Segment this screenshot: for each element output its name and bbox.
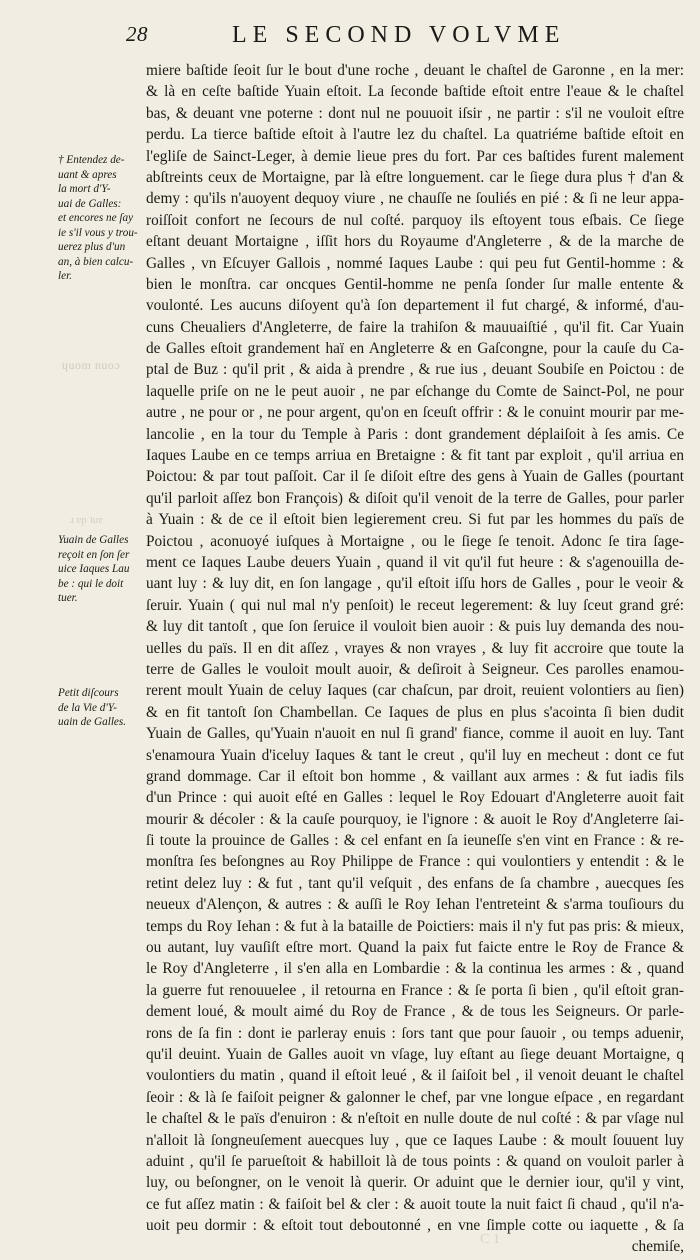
- text-line: qu'il deuint. Yuain de Galles auoit vn vſage, luy eſtant au ſiege deuant Mortaigne, q: [146, 1045, 684, 1063]
- text-line: Yuain de Galles, qu'Yuain n'auoit en nul ſi grand' fiance, comme il auoit en luy. Tant: [146, 725, 684, 743]
- text-line: retint delez luy : & fut , tant qu'il veſquit , des enfans de ſa chambre , auecques ſes: [146, 874, 684, 892]
- margin-note-line: be : qui le doit: [58, 577, 124, 590]
- text-line: d'un Prince : qui auoit eſté en Galles : lequel le Roy Edouart d'Angleterre auoit fait: [146, 789, 684, 807]
- text-line: le chaſtel & le païs d'enuiron : & n'eſtoit en nulle doute de nul coſté : & par vſage nul: [146, 1110, 684, 1128]
- margin-note-line: uice Iaques Lau: [58, 563, 130, 575]
- margin-note-line: ie s'il vous y trou-: [58, 226, 138, 239]
- text-line: s'enamoura Yuain d'iceluy Iaques & tant le creut , qu'il luy en mecheut : dont ce fut: [146, 746, 684, 764]
- margin-note-line: † Entendez de-: [58, 154, 125, 166]
- running-head: LE SECOND VOLVME: [232, 22, 566, 48]
- text-line: rons de ſa fin : dont ie parleray enuis : ſors tant que pour ſauoir , ou temps aduenir,: [146, 1024, 684, 1042]
- page-number: 28: [126, 22, 148, 46]
- margin-note-line: ler.: [58, 270, 72, 282]
- text-line: rerent moult Yuain de celuy Iaques (car chaſcun, par droit, reuient volontiers au ſien): [146, 682, 684, 700]
- margin-note-line: et encores ne ſay: [58, 212, 134, 224]
- margin-note-line: uant & apres: [58, 168, 117, 181]
- text-line: & là en ceſte baſtide Yuain eſtoit. La ſeconde baſtide eſtoit entre l'eaue & le chaſtel: [146, 83, 684, 101]
- text-line: uelles du païs. Il en dit aſſez , vrayes & non vrayes , & luy fit accroire que toute la: [146, 639, 684, 657]
- text-line: le Roy d'Angleterre , il s'en alla en Lombardie : & la continua les armes : & , quand: [146, 960, 684, 978]
- show-through-text: ɹ ɐp ʇuɐ: [70, 514, 103, 526]
- text-line: voulonté. Les aucuns diſoyent qu'à ſon departement il fut chargé, & informé, d'au-: [146, 297, 684, 315]
- text-line: grand dommage. Car il eſtoit bon homme , & vaillant aux armes : & fut iadis fils: [146, 767, 684, 785]
- margin-note: [58, 533, 148, 606]
- text-line: ment ce Iaques Laube deuers Yuain , quand il vit qu'il fut heure : & s'agenouilla de-: [146, 553, 684, 571]
- text-line: lancolie , en la tour du Temple à Paris : dont grandement déplaiſoit à ſes amis. Ce: [146, 425, 684, 443]
- text-line: l'egliſe de Sainct-Leger, à demie lieue pres du fort. Par ces baſtides furent malement: [146, 147, 684, 165]
- text-line: bien le monſtra. car oncques Gentil-homme ne penſa ſonder ſur malle entente &: [146, 275, 684, 293]
- text-line: laquelle priſe on ne le peut auoir , ne par eſchange du Comte de Sainct-Pol, ne pour: [146, 382, 684, 400]
- text-line: abſtreints ceux de Mortaigne, par là eſtre longuement. car le ſiege dura plus † d'an &: [146, 168, 684, 186]
- text-line: Poictou , aconuoyé iuſques à Mortaigne , ou le ſiege ſe tenoit. Adonc ſe tira ſage-: [146, 532, 684, 550]
- text-line: perdu. La tierce baſtide eſtoit à l'autre lez du chaſtel. La quatriéme baſtide eſtoit en: [146, 126, 684, 144]
- text-line: cuns Cheualiers d'Angleterre, de faire la trahiſon & mauuaiſtié , qu'il fit. Car Yuain: [146, 318, 684, 336]
- margin-note-line: Petit diſcours: [58, 687, 119, 699]
- text-line: luy, ou beſongner, on le venoit là querir. Or aduint que le dernier iour, qu'il y vint,: [146, 1174, 684, 1192]
- margin-note: [58, 686, 148, 730]
- margin-note-line: Yuain de Galles: [58, 534, 129, 546]
- text-line: ce fut aſſez matin : & faiſoit bel & cler : & auoit toute la nuit faict ſi chaud , qu'il n'a-: [146, 1195, 684, 1213]
- text-line: & en fit tantoſt ſon Chambellan. Ce Iaques de plus en plus s'acointa ſi bien dudit: [146, 703, 684, 721]
- text-line: roiſſoit confort ne ſecours de nul coſté. parquoy ils eſtoyent tous eſbais. Ce ſiege: [146, 211, 684, 229]
- text-line: ſeruir. Yuain ( qui nul mal n'y penſoit) le receut legerement: & luy ſceut grand gré:: [146, 596, 684, 614]
- text-line: neueux d'Alençon, & autres : & auſſi le Roy Iehan l'entreteint & s'arma touſiours du: [146, 896, 684, 914]
- body-text: [146, 60, 684, 1258]
- text-line: uant luy : & luy dit, en ſon langage , qu'il eſtoit iſſu hors de Galles , pour le veoir &: [146, 575, 684, 593]
- text-line: la guerre fut renouuelee , il retourna en France : & ſe porta ſi bien , qu'il eſtoit gran-: [146, 981, 684, 999]
- text-line: n'alloit là ſongneuſement auecques luy , que ce Iaques Laube : & moult ſouuent luy: [146, 1131, 684, 1149]
- text-line: autre , ne pour or , ne pour argent, qu'on en ſceuſt offrir : & le conuint mourir par me-: [146, 404, 684, 422]
- text-line: voulontiers du matin , quand il eſtoit leué , & il ſaiſoit bel , il venoit deuant le chaſtel: [146, 1067, 684, 1085]
- text-line: qu'il parloit aſſez bon François) & diſoit qu'il venoit de la terre de Galles, pour parler: [146, 489, 684, 507]
- text-line: terre de Galles le vouloit moult auoir, & deſiroit à Seigneur. Ces parolles enamou-: [146, 660, 684, 678]
- margin-note-line: de la Vie d'Y-: [58, 701, 117, 714]
- margin-note: [58, 153, 148, 284]
- text-line: bas, & deuant vne poterne : dont nul ne pouuoit iſsir , ne partir : s'il ne vouloit eſtre: [146, 104, 684, 122]
- text-line: mourir & décoler : & la cauſe pourquoy, ie l'ignore : & auoit le Roy d'Angleterre ſai-: [146, 810, 684, 828]
- text-line: & luy dit tantoſt , que ſon ſeruice il vouloit bien auoir : & puis luy demanda des nou-: [146, 618, 684, 636]
- show-through-text: ɥuom nuoɔ: [62, 358, 121, 372]
- show-through-text: C 1: [480, 1232, 500, 1247]
- margin-note-line: la mort d'Y-: [58, 183, 111, 195]
- text-line: aduint , qu'il ſe parueſtoit & habilloit là de tous points : & quand on vouloit parler à: [146, 1152, 684, 1170]
- text-line: Poictou: & par tout paſſoit. Car il ſe diſoit eſtre des gens à Yuain de Galles (pourtant: [146, 468, 684, 486]
- text-line: à Yuain : & de ce il eſtoit bien legierement creu. Si fut par les hommes du païs de: [146, 511, 684, 529]
- text-line: eſtant deuant Mortaigne , iſſit hors du Royaume d'Angleterre , & de la marche de: [146, 233, 684, 251]
- margin-note-line: an, à bien calcu-: [58, 255, 134, 268]
- text-line: demy : qu'ils n'auoyent dequoy viure , ne chauſſe ne ſouliés en pié : & ſi ne leur appa-: [146, 190, 684, 208]
- text-line: Iaques Laube en ce temps arriua en Bretaigne : & fit tant par exploit , qu'il arriua en: [146, 447, 684, 465]
- text-line: ſi toute la prouince de Galles : & cel enfant en ſa ieuneſſe s'en vint en France : & re-: [146, 832, 684, 850]
- text-line: dement loué, & moult aimé du Roy de France , & de tous les Seigneurs. Or parle-: [146, 1003, 684, 1021]
- text-line: temps du Roy Iehan : & fut à la bataille de Poictiers: mais il n'y fut pas pris: & mieux,: [146, 917, 684, 935]
- text-line: ou autant, luy vauſiſt eſtre mort. Quand la paix fut faicte entre le Roy de France &: [146, 939, 684, 957]
- text-line: ptal de Buz : qu'il prit , & aida à prendre , & rue ius , deuant Soubiſe en Poictou : de: [146, 361, 684, 379]
- text-line: Galles , vn Eſcuyer Gallois , nommé Iaques Laube : qui peu fut Gentil-homme : &: [146, 254, 684, 272]
- text-line: ſeoir : & là ſe faiſoit peigner & galonner le chef, par vne longue eſpace , en regardant: [146, 1088, 684, 1106]
- margin-note-line: uerez plus d'un: [58, 241, 126, 253]
- text-line: uoit peu dormir : & eſtoit tout deboutonné , en vne ſimple cotte ou iaquette , & ſa: [146, 1217, 684, 1235]
- margin-note-line: uain de Galles.: [58, 716, 127, 728]
- text-line: chemiſe,: [631, 1238, 684, 1256]
- text-line: monſtra ſes beſongnes au Roy Philippe de France : qui voulontiers y entendit : & le: [146, 853, 684, 871]
- text-line: miere baſtide ſeoit ſur le bout d'une roche , deuant le chaſtel de Garonne , en la mer:: [146, 62, 684, 79]
- margin-note-line: tuer.: [58, 592, 78, 604]
- text-line: de Galles eſtoit grandement haï en Angleterre & en Gaſcongne, pour la cauſe du Ca-: [146, 340, 684, 358]
- margin-note-line: reçoit en ſon ſer: [58, 548, 130, 561]
- margin-note-line: uai de Galles:: [58, 197, 122, 210]
